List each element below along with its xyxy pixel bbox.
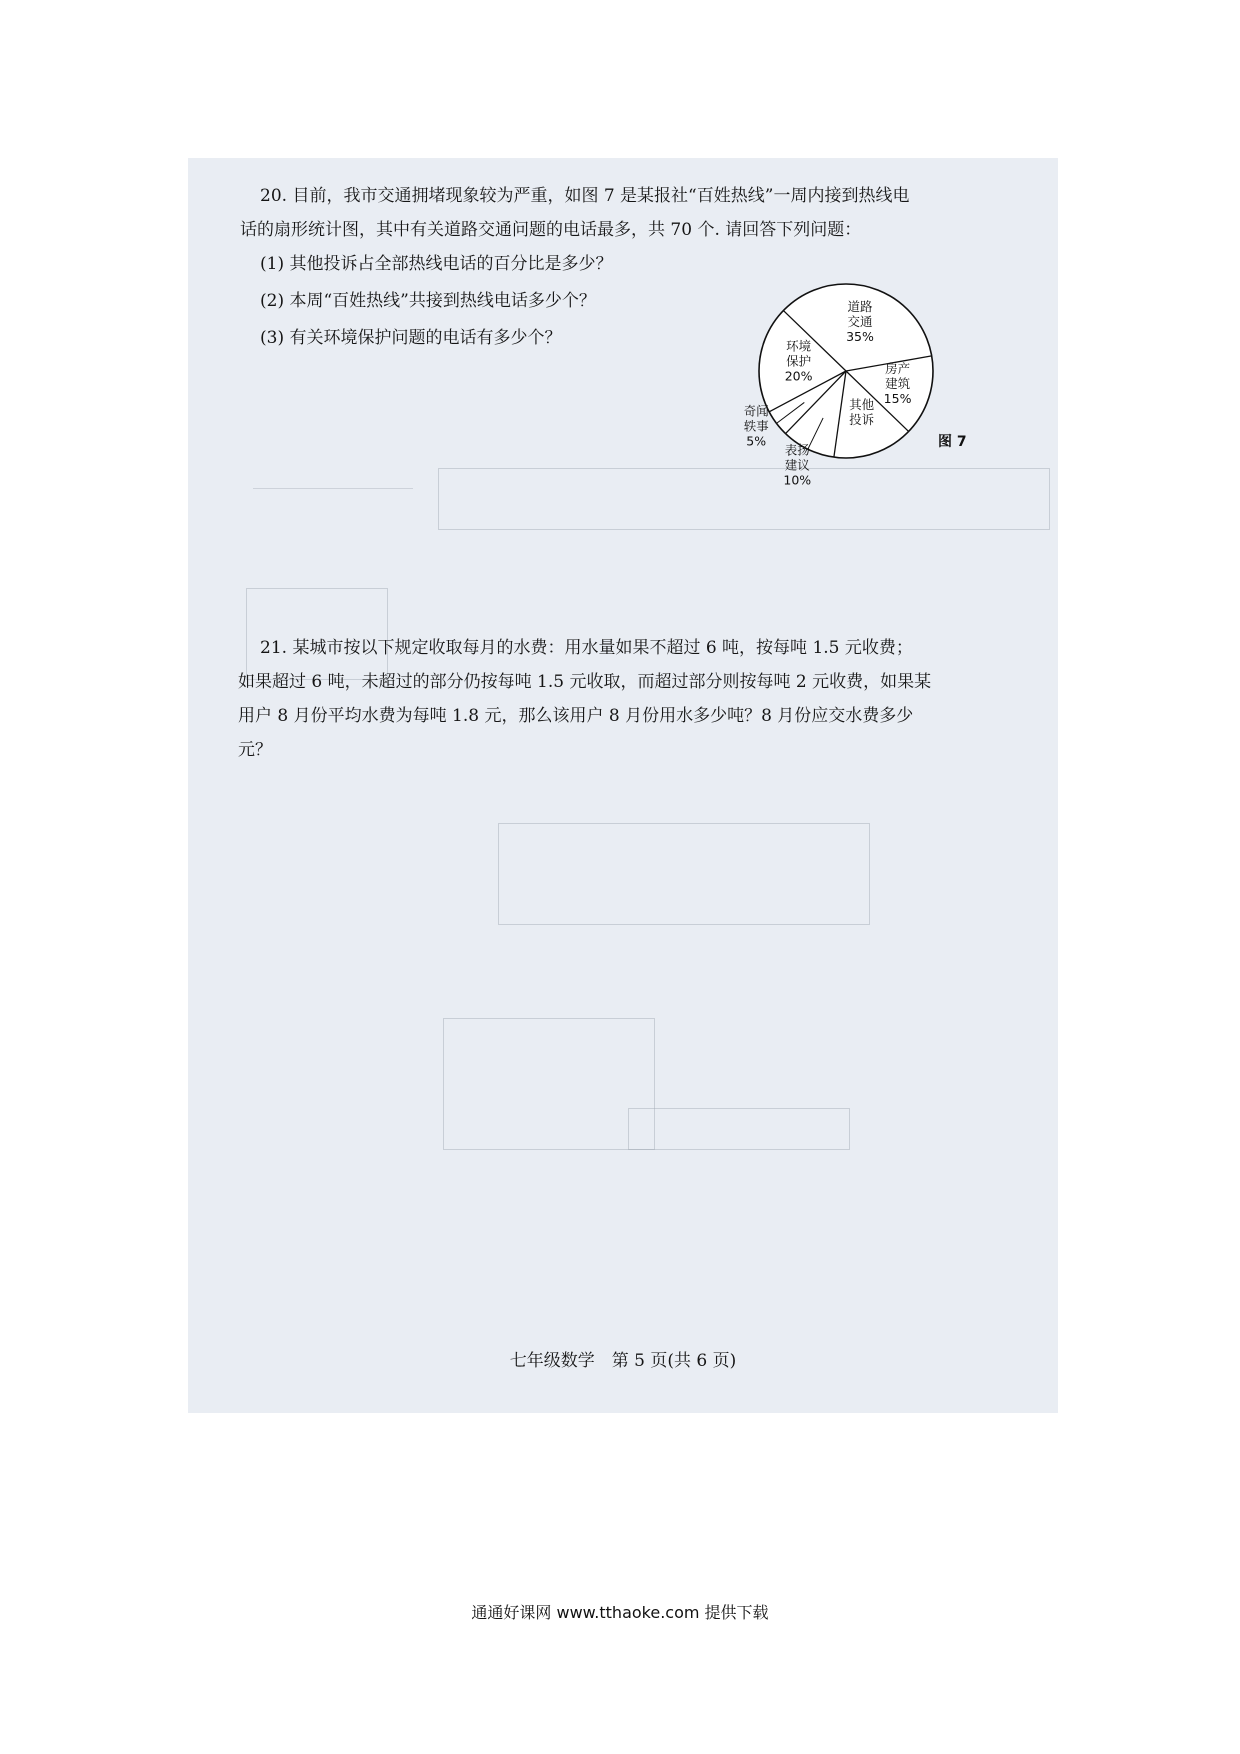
pie-slice-label: 环境保护 20%: [784, 338, 813, 384]
figure-caption: 图 7: [938, 434, 967, 450]
q21-line-2: 如果超过 6 吨，未超过的部分仍按每吨 1.5 元收取，而超过部分则按每吨 2 元收费，如果某: [238, 672, 932, 692]
download-credit: 通通好课网 www.tthaoke.com 提供下载: [471, 1603, 769, 1622]
bleed-through-cube: [246, 588, 388, 680]
bleed-through-grid: [498, 823, 870, 925]
bleed-through-line: [253, 488, 413, 489]
q20-line-2: 话的扇形统计图，其中有关道路交通问题的电话最多，共 70 个. 请回答下列问题：: [240, 220, 862, 240]
figure-7-pie-chart: [743, 276, 1014, 526]
scanned-exam-page: [188, 158, 1058, 1413]
q20-line-1: 20. 目前，我市交通拥堵现象较为严重，如图 7 是某报社“百姓热线”一周内接到热线电: [260, 186, 910, 206]
bleed-through-box: [628, 1108, 850, 1150]
q21-line-4: 元？: [238, 740, 272, 760]
pie-slice-label: 奇闻轶事 5%: [743, 403, 769, 449]
pie-chart-svg: [743, 276, 1014, 526]
pie-slice-label: 房产建筑 15%: [883, 360, 912, 406]
q20-sub-1: (1) 其他投诉占全部热线电话的百分比是多少？: [260, 254, 613, 274]
q21-line-3: 用户 8 月份平均水费为每吨 1.8 元，那么该用户 8 月份用水多少吨？8 月份应交水费多少: [238, 706, 914, 726]
q20-sub-3: (3) 有关环境保护问题的电话有多少个？: [260, 328, 562, 348]
pie-slice-label: 道路交通 35%: [846, 299, 874, 345]
pie-slice-label: 表扬建议 10%: [783, 442, 812, 488]
q20-sub-2: (2) 本周“百姓热线”共接到热线电话多少个？: [260, 291, 596, 311]
page-footer: 七年级数学 第 5 页(共 6 页): [509, 1351, 737, 1371]
q21-line-1: 21. 某城市按以下规定收取每月的水费：用水量如果不超过 6 吨，按每吨 1.5 元收费；: [260, 638, 913, 658]
pie-slice-label: 其他投诉: [849, 397, 875, 428]
bleed-through-net: [443, 1018, 655, 1150]
